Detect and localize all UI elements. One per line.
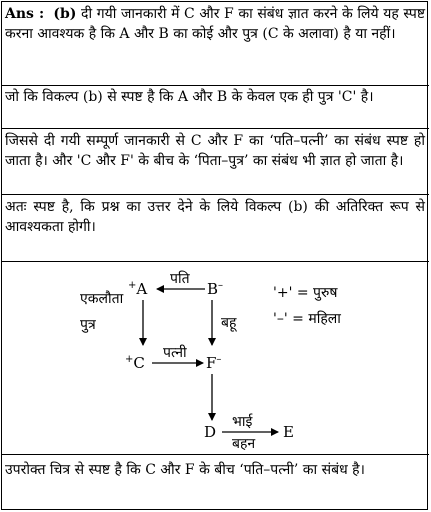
node-d: D [204,423,217,441]
node-f: F– [206,354,222,372]
answer-paragraph-3: जिससे दी गयी सम्पूर्ण जानकारी से C और F का ‘पति–पत्नी’ का संबंध स्पष्ट हो जाता है। और 'C और F' के बीच के ‘पिता–पुत्र’ का संबंध भी ज्ञात हो जाता है। [5,133,425,169]
legend-plus: '+' = पुरुष [273,285,338,301]
answer-paragraph-1-text: दी गयी जानकारी में C और F का संबंध ज्ञात करने के लिये यह स्पष्ट करना आवश्यक है कि A और B का कोई और पुत्र (C के अलावा) है या नहीं। [5,6,426,42]
label-daughter-in-law: बहू [221,315,237,331]
label-brother: भाई [232,414,253,430]
node-b: B– [207,280,224,298]
answer-paragraph-2: जो कि विकल्प (b) से स्पष्ट है कि A और B के केवल एक ही पुत्र 'C' है। [5,89,374,105]
answer-paragraph-4: अतः स्पष्ट है, कि प्रश्न का उत्तर देने के लिये विकल्प (b) की अतिरिक्त रूप से आवश्यकता होगी। [5,199,425,235]
answer-option: (b) [53,6,77,22]
label-husband: पति [170,271,190,287]
node-a: +A [128,280,148,298]
answer-label: Ans : [5,6,45,22]
label-sister: बहन [232,436,256,452]
conclusion-paragraph: उपरोक्त चित्र से स्पष्ट है कि C और F के बीच ‘पति–पत्नी’ का संबंध है। [5,462,365,478]
divider [1,454,429,455]
label-only-son-line1: एकलौता [80,291,124,307]
label-wife: पत्नी [163,345,187,361]
node-c: +C [125,354,145,372]
legend-minus: '–' = महिला [273,311,341,327]
node-e: E [283,423,294,441]
label-only-son-line2: पुत्र [80,317,96,333]
